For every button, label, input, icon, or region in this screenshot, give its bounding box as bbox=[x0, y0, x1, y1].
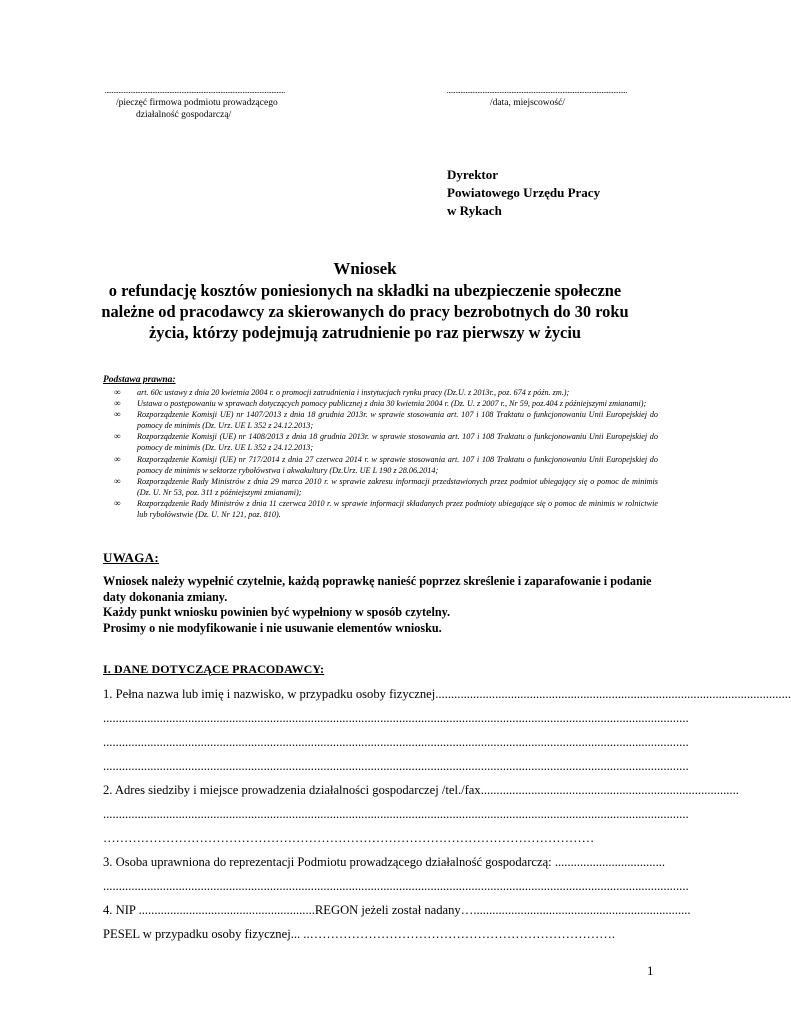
legal-basis-item: ∞ art. 60c ustawy z dnia 20 kwietnia 2004 r. o promocji zatrudnienia i instytucjach rynku pracy (Dz.U. z 2013r., poz. 674 z późn. zm.); bbox=[114, 387, 570, 397]
legal-basis-section bbox=[103, 374, 658, 520]
infinity-bullet-icon: ∞ bbox=[114, 431, 121, 442]
field-address-cont-1[interactable]: .......................................................................................................................................................................................... bbox=[103, 807, 689, 821]
title-line1: Wniosek bbox=[333, 259, 397, 278]
field-pesel-label: PESEL w przypadku osoby fizycznej... bbox=[103, 927, 304, 941]
field-nip-dots[interactable]: ........................................................ bbox=[138, 903, 315, 917]
infinity-bullet-icon: ∞ bbox=[114, 453, 121, 464]
notice-heading: UWAGA: bbox=[103, 550, 159, 565]
date-label: /data, miejscowość/ bbox=[490, 98, 565, 108]
infinity-bullet-icon: ∞ bbox=[114, 387, 121, 397]
section-employer-heading: I. DANE DOTYCZĄCE PRACODAWCY: bbox=[103, 662, 325, 676]
page-number: 1 bbox=[647, 963, 654, 978]
legal-basis-heading: Podstawa prawna: bbox=[103, 375, 176, 385]
legal-basis-item: ∞ Rozporządzenie Komisji (UE) nr 1408/2013 z dnia 18 grudnia 2013r. w sprawie stosowania art. 107 i 108 Traktatu o funkcjonowaniu Unii Europejskiej do pomocy de minimis (Dz. Urz. UE L 352 z 24.12.2013; bbox=[114, 431, 658, 453]
legal-basis-item: ∞ Rozporządzenie Komisji UE) nr 1407/2013 z dnia 18 grudnia 2013r. w sprawie stosowania art. 107 i 108 Traktatu o funkcjonowaniu Unii Europejskiej do pomocy de minimis (Dz. Urz. UE L 352 z 24.12.2013; bbox=[114, 409, 658, 431]
field-full-name-dots[interactable]: ................................................................................................................. bbox=[435, 687, 791, 701]
stamp-label-line1: /pieczęć firmowa podmiotu prowadzącego bbox=[116, 98, 278, 108]
infinity-bullet-icon: ∞ bbox=[114, 475, 121, 486]
field-nip-regon[interactable] bbox=[103, 902, 691, 918]
title-line2: o refundację kosztów poniesionych na składki na ubezpieczenie społeczne bbox=[108, 281, 622, 300]
stamp-label-line2: działalność gospodarczą/ bbox=[136, 110, 232, 120]
recipient-line1: Dyrektor bbox=[447, 167, 499, 182]
field-address-cont-2[interactable]: ……………………………………………………………………………………………………… bbox=[103, 831, 595, 845]
legal-basis-list bbox=[103, 387, 658, 520]
field-regon-dots[interactable]: ..................................................................... bbox=[473, 903, 691, 917]
field-address[interactable] bbox=[103, 782, 739, 798]
field-pesel[interactable]: PESEL w przypadku osoby fizycznej... ..………………………………………………………………. bbox=[103, 927, 615, 941]
recipient-line2: Powiatowego Urzędu Pracy bbox=[447, 185, 601, 200]
field-regon-label: REGON jeżeli został nadany… bbox=[314, 903, 474, 917]
date-dotted-line[interactable]: .......................................................................................................... bbox=[447, 89, 628, 95]
legal-basis-item: ∞ Rozporządzenie Rady Ministrów z dnia 11 czerwca 2010 r. w sprawie informacji składanych przez podmioty ubiegające się o pomoc de minimis w rolnictwie lub rybołówstwie (Dz. U. Nr 121, poz. 810). bbox=[114, 497, 658, 520]
field-full-name-cont-3[interactable]: .......................................................................................................................................................................................... bbox=[103, 759, 689, 773]
recipient-block bbox=[447, 166, 600, 220]
field-pesel-dots[interactable]: ..……………………………………………………………… bbox=[303, 927, 612, 941]
stamp-dotted-line[interactable]: .......................................................................................................... bbox=[105, 89, 286, 95]
field-address-label: 2. Adres siedziby i miejsce prowadzenia działalności gospodarczej /tel./fax bbox=[103, 783, 481, 797]
field-address-dots[interactable]: .................................................................................. bbox=[480, 783, 739, 797]
infinity-bullet-icon: ∞ bbox=[114, 497, 121, 508]
notice-line2: Każdy punkt wniosku powinien być wypełniony w sposób czytelny. bbox=[103, 605, 451, 619]
document-title bbox=[70, 258, 660, 343]
field-nip-label: 4. NIP bbox=[103, 903, 139, 917]
notice-body bbox=[103, 574, 663, 636]
field-representative[interactable] bbox=[103, 854, 666, 870]
field-representative-cont-1[interactable]: .......................................................................................................................................................................................... bbox=[103, 879, 689, 893]
field-full-name[interactable] bbox=[103, 686, 791, 702]
infinity-bullet-icon: ∞ bbox=[114, 409, 121, 420]
notice-line1: Wniosek należy wypełnić czytelnie, każdą poprawkę nanieść poprzez skreślenie i zaparafowanie i podanie daty dokonania zmiany. bbox=[103, 574, 652, 604]
field-representative-label: 3. Osoba uprawniona do reprezentacji Podmiotu prowadzącego działalność gospodarczą: bbox=[103, 855, 555, 869]
infinity-bullet-icon: ∞ bbox=[114, 398, 121, 409]
legal-basis-item: ∞ Rozporządzenie Rady Ministrów z dnia 29 marca 2010 r. w sprawie zakresu informacji przedstawionych przez podmiot ubiegający się o pomoc de minimis (Dz. U. Nr 53, poz. 311 z późniejszymi zmianami); bbox=[114, 475, 658, 497]
field-full-name-cont-1[interactable]: .......................................................................................................................................................................................... bbox=[103, 711, 689, 725]
title-line3: należne od pracodawcy za skierowanych do pracy bezrobotnych do 30 roku bbox=[101, 302, 629, 321]
recipient-line3: w Rykach bbox=[447, 203, 502, 218]
title-line4: życia, którzy podejmują zatrudnienie po raz pierwszy w życiu bbox=[148, 323, 581, 342]
field-full-name-cont-2[interactable]: .......................................................................................................................................................................................... bbox=[103, 735, 689, 749]
legal-basis-item: ∞ Rozporządzenie Komisji (UE) nr 717/2014 z dnia 27 czerwca 2014 r. w sprawie stosowania art. 107 i 108 Traktatu o funkcjonowaniu Unii Europejskiej do pomocy de minimis w sektorze rybołówstwa i akwakultury (Dz.Urz. UE L 190 z 28.06.2014; bbox=[114, 453, 658, 475]
notice-line3: Prosimy o nie modyfikowanie i nie usuwanie elementów wniosku. bbox=[103, 620, 442, 635]
legal-basis-item: ∞ Ustawa o postępowaniu w sprawach dotyczących pomocy publicznej z dnia 30 kwietnia 2004 r. (Dz. U. z 2007 r., Nr 59, poz.404 z późniejszymi zmianami); bbox=[114, 398, 647, 409]
field-full-name-label: 1. Pełna nazwa lub imię i nazwisko, w przypadku osoby fizycznej bbox=[103, 687, 436, 701]
field-representative-dots[interactable]: ................................... bbox=[554, 855, 666, 869]
